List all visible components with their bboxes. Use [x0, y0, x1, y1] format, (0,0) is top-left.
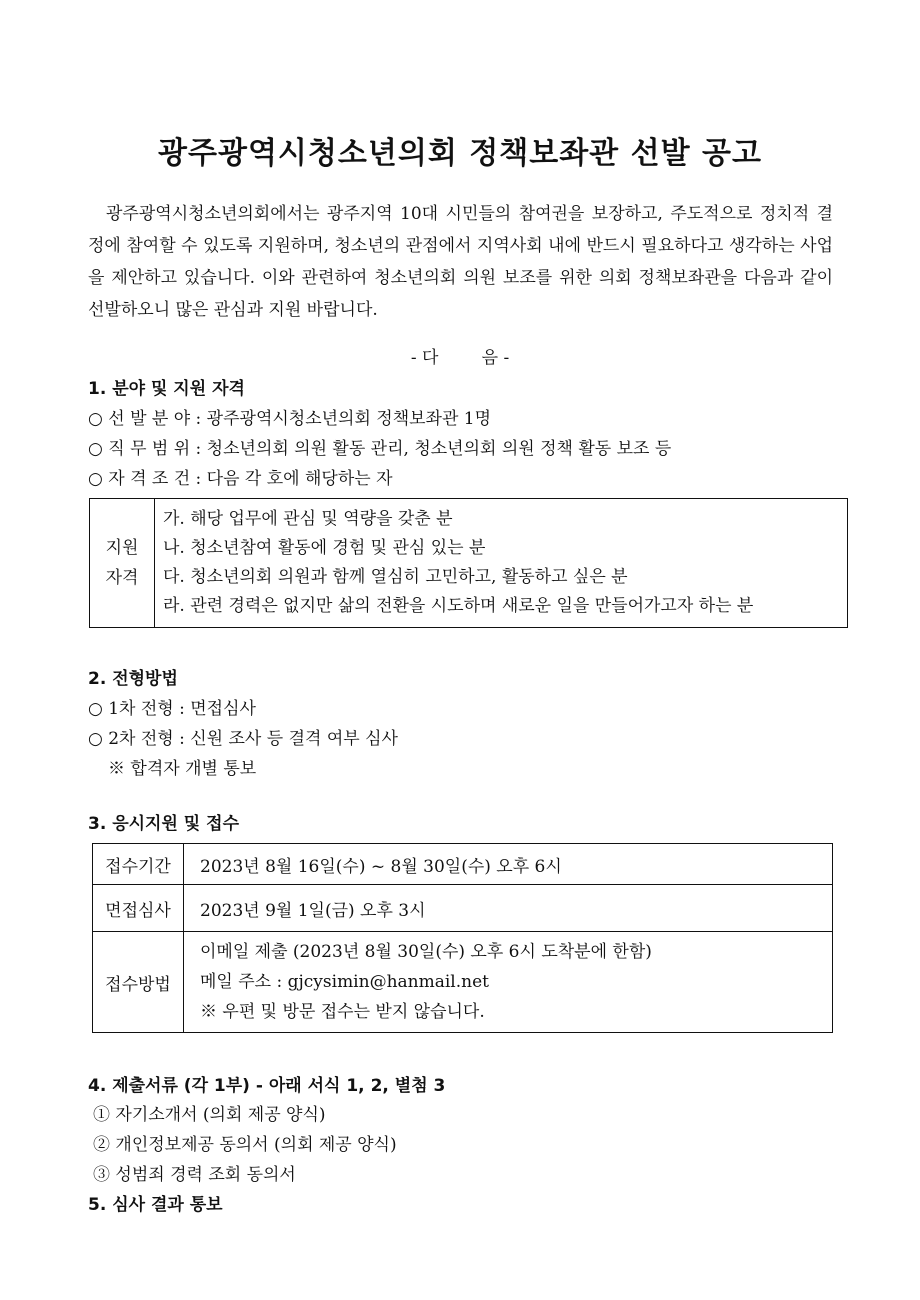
section-1-heading: 1. 분야 및 지원 자격 — [88, 379, 245, 399]
period-label: 접수기간 — [93, 844, 184, 885]
document-item: ① 자기소개서 (의회 제공 양식) — [93, 1105, 326, 1125]
field-item: ○ 선 발 분 야 : 광주광역시청소년의회 정책보좌관 1명 — [88, 409, 492, 429]
duty-item: ○ 직 무 범 위 : 청소년의회 의원 활동 관리, 청소년의회 의원 정책 활동 보조 등 — [88, 439, 672, 459]
intro-text: 광주광역시청소년의회에서는 광주지역 10대 시민들의 참여권을 보장하고, 주도적으로 정치적 결정에 참여할 수 있도록 지원하며, 청소년의 관점에서 지역사회 내에 반드시 필요하다고 생각하는 사업을 제안하고 있습니다. 이와 관련하여 청소년의회 의원 보조를 위한 의회 정책보좌관을 다음과 같이 선발하오니 많은 관심과 지원 바랍니다. — [88, 204, 833, 320]
qualification-item: 다. 청소년의회 의원과 함께 열심히 고민하고, 활동하고 싶은 분 — [163, 567, 628, 587]
application-table — [92, 843, 833, 1033]
method-value — [184, 932, 833, 1033]
qualification-list — [155, 499, 848, 628]
email-address: 메일 주소 : gjcysimin@hanmail.net — [200, 972, 489, 992]
qualification-table — [89, 498, 848, 628]
section-4-heading: 4. 제출서류 (각 1부) - 아래 서식 1, 2, 별첨 3 — [88, 1076, 446, 1096]
method-label: 접수방법 — [93, 932, 184, 1033]
qualification-item: 라. 관련 경력은 없지만 삶의 전환을 시도하며 새로운 일을 만들어가고자 하는 분 — [163, 596, 754, 616]
requirement-item: ○ 자 격 조 건 : 다음 각 호에 해당하는 자 — [88, 469, 393, 489]
page-title: 광주광역시청소년의회 정책보좌관 선발 공고 — [158, 136, 762, 171]
notice-note: ※ 합격자 개별 통보 — [108, 759, 257, 779]
period-value: 2023년 8월 16일(수) ~ 8월 30일(수) 오후 6시 — [184, 844, 833, 885]
qualification-label: 지원 자격 — [90, 499, 155, 628]
document-item: ③ 성범죄 경력 조회 동의서 — [93, 1165, 296, 1185]
table-row — [93, 844, 833, 885]
qualification-item: 가. 해당 업무에 관심 및 역량을 갖춘 분 — [163, 509, 453, 529]
qualification-item: 나. 청소년참여 활동에 경험 및 관심 있는 분 — [163, 538, 486, 558]
screening-item: ○ 1차 전형 : 면접심사 — [88, 699, 256, 719]
table-row — [93, 885, 833, 932]
table-row — [93, 932, 833, 1033]
interview-value: 2023년 9월 1일(금) 오후 3시 — [184, 885, 833, 932]
method-note: ※ 우편 및 방문 접수는 받지 않습니다. — [200, 1002, 485, 1022]
method-line: 이메일 제출 (2023년 8월 30일(수) 오후 6시 도착분에 한함) — [200, 942, 652, 962]
next-heading: - 다 음 - — [410, 348, 510, 368]
section-3-heading: 3. 응시지원 및 접수 — [88, 814, 239, 834]
section-5-heading: 5. 심사 결과 통보 — [88, 1195, 223, 1215]
document-item: ② 개인정보제공 동의서 (의회 제공 양식) — [93, 1135, 397, 1155]
intro-paragraph — [88, 198, 833, 326]
section-2-heading: 2. 전형방법 — [88, 669, 178, 689]
screening-item: ○ 2차 전형 : 신원 조사 등 결격 여부 심사 — [88, 729, 398, 749]
interview-label: 면접심사 — [93, 885, 184, 932]
